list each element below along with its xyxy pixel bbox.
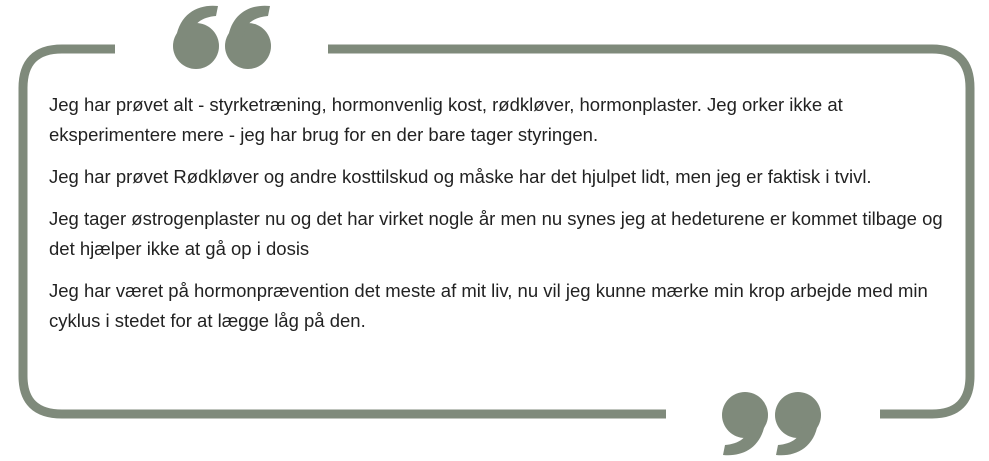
quote-paragraph-4: Jeg har været på hormonprævention det meste af mit liv, nu vil jeg kunne mærke min krop arbejde med min cyklus i stedet for at lægge låg på den. bbox=[49, 280, 928, 331]
quote-paragraph-1: Jeg har prøvet alt - styrketræning, hormonvenlig kost, rødkløver, hormonplaster. Jeg orker ikke at eksperimentere mere - jeg har brug for en der bare tager styringen. bbox=[49, 94, 843, 145]
quote-text-block bbox=[49, 90, 954, 348]
quote-paragraph-2: Jeg har prøvet Rødkløver og andre kosttilskud og måske har det hjulpet lidt, men jeg er faktisk i tvivl. bbox=[49, 166, 872, 187]
closing-quote-mark-icon bbox=[722, 392, 821, 455]
quote-paragraph-3: Jeg tager østrogenplaster nu og det har virket nogle år men nu synes jeg at hedeturene er kommet tilbage og det hjælper ikke at gå op i dosis bbox=[49, 208, 943, 259]
opening-quote-mark-icon bbox=[173, 6, 271, 69]
